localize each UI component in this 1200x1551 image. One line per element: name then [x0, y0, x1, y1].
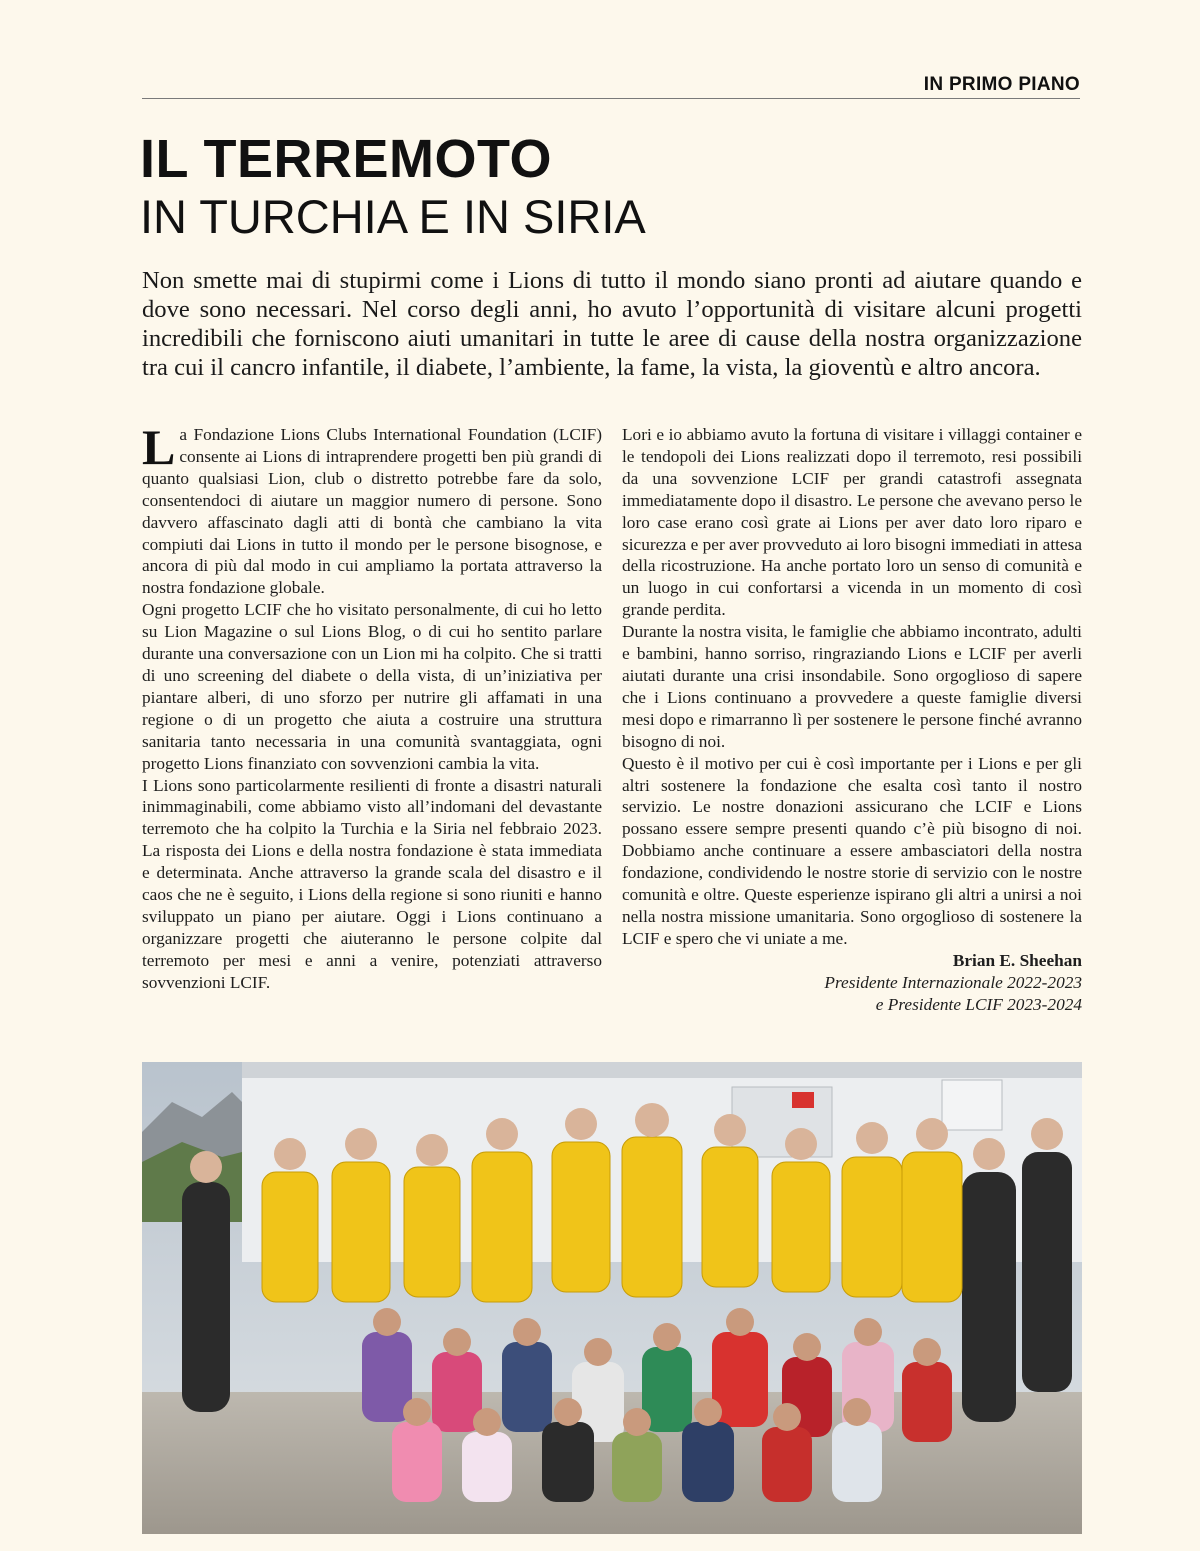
column-right: [622, 424, 1082, 1015]
section-label: IN PRIMO PIANO: [923, 74, 1080, 95]
article-title-sub: IN TURCHIA E IN SIRIA: [140, 190, 646, 243]
paragraph-text: a Fondazione Lions Clubs International Foundation (LCIF) consente ai Lions di intraprendere progetti ben più grandi di quanto qualsiasi Lion, club o distretto potrebbe fare da solo, consentendoci di aiutare un maggior numero di persone. Sono davvero affascinato dagli atti di bontà che cambiano la vita compiuti dai Lions in tutto il mondo per le persone bisognose, e ancora di più dal modo in cui ampliamo la portata attraverso la nostra fondazione globale.: [142, 425, 602, 598]
paragraph: Lori e io abbiamo avuto la fortuna di visitare i villaggi container e le tendopoli dei Lions realizzati dopo il terremoto, resi possibili da una sovvenzione LCIF per grandi catastrofi assegnata immediatamente dopo il disastro. Le persone che avevano perso le loro case erano così grate ai Lions per aver dato loro riparo e sicurezza e per aver provveduto ai loro bisogni immediati in attesa della ricostruzione. Ha anche portato loro un senso di comunità e un luogo in cui confortarsi a vicenda in un momento di così grande perdita.: [622, 425, 1082, 620]
signature-role: e Presidente LCIF 2023-2024: [875, 994, 1082, 1014]
column-left: [142, 419, 602, 994]
drop-cap: L: [142, 419, 176, 475]
group-photo: [142, 1062, 1082, 1534]
paragraph: Durante la nostra visita, le famiglie che abbiamo incontrato, adulti e bambini, hanno sorriso, ringraziando Lions e LCIF per averli aiutati durante una crisi insondabile. Sono orgoglioso di sapere che i Lions continuano a provvedere a queste famiglie diversi mesi dopo e rimarranno lì per sostenere le persone finché avranno bisogno di noi.: [622, 622, 1082, 751]
header-rule: [142, 98, 1080, 99]
paragraph: I Lions sono particolarmente resilienti di fronte a disastri naturali inimmaginabili, come abbiamo visto all’indomani del devastante terremoto che ha colpito la Turchia e la Siria nel febbraio 2023. La risposta dei Lions e della nostra fondazione è stata immediata e determinata. Anche attraverso la grande scala del disastro e il caos che ne è seguito, i Lions della regione si sono riuniti e hanno sviluppato un piano per aiutare. Oggi i Lions continuano a organizzare progetti che aiuteranno le persone colpite dal terremoto per mesi e anni a venire, potenziati attraverso sovvenzioni LCIF.: [142, 775, 602, 992]
paragraph: Questo è il motivo per cui è così importante per i Lions e per gli altri sostenere la fondazione che esalta così tanto il nostro servizio. Le nostre donazioni assicurano che LCIF e Lions possano essere sempre presenti quando c’è più bisogno di noi. Dobbiamo anche continuare a essere ambasciatori della nostra fondazione, condividendo le nostre storie di servizio con le nostre comunità e oltre. Queste esperienze ispirano gli altri a unirsi a noi nella nostra missione umanitaria. Sono orgoglioso di sostenere la LCIF e spero che vi uniate a me.: [622, 753, 1082, 948]
paragraph: Ogni progetto LCIF che ho visitato personalmente, di cui ho letto su Lion Magazine o sul Lions Blog, o di cui ho sentito parlare durante una conversazione con un Lion mi ha colpito. Che si tratti di uno screening del diabete o della vista, di un’iniziativa per piantare alberi, di uno sforzo per nutrire gli affamati in una regione o di un progetto che aiuta a costruire una struttura sanitaria tanto necessaria in una comunità svantaggiata, ogni progetto Lions finanziato con sovvenzioni cambia la vita.: [142, 600, 602, 773]
group-photo-illustration: [142, 1062, 1082, 1534]
article-lead: Non smette mai di stupirmi come i Lions di tutto il mondo siano pronti ad aiutare quando e dove sono necessari. Nel corso degli anni, ho avuto l’opportunità di visitare alcuni progetti incredibili che forniscono aiuti umanitari in tutte le aree di cause della nostra organizzazione tra cui il cancro infantile, il diabete, l’ambiente, la fame, la vista, la gioventù e altro ancora.: [142, 267, 1082, 381]
paragraph: [142, 419, 602, 599]
article-title-main: IL TERREMOTO: [140, 129, 553, 189]
signature-role: Presidente Internazionale 2022-2023: [824, 972, 1082, 992]
signature-name: Brian E. Sheehan: [952, 950, 1082, 970]
signature: [622, 950, 1082, 1016]
